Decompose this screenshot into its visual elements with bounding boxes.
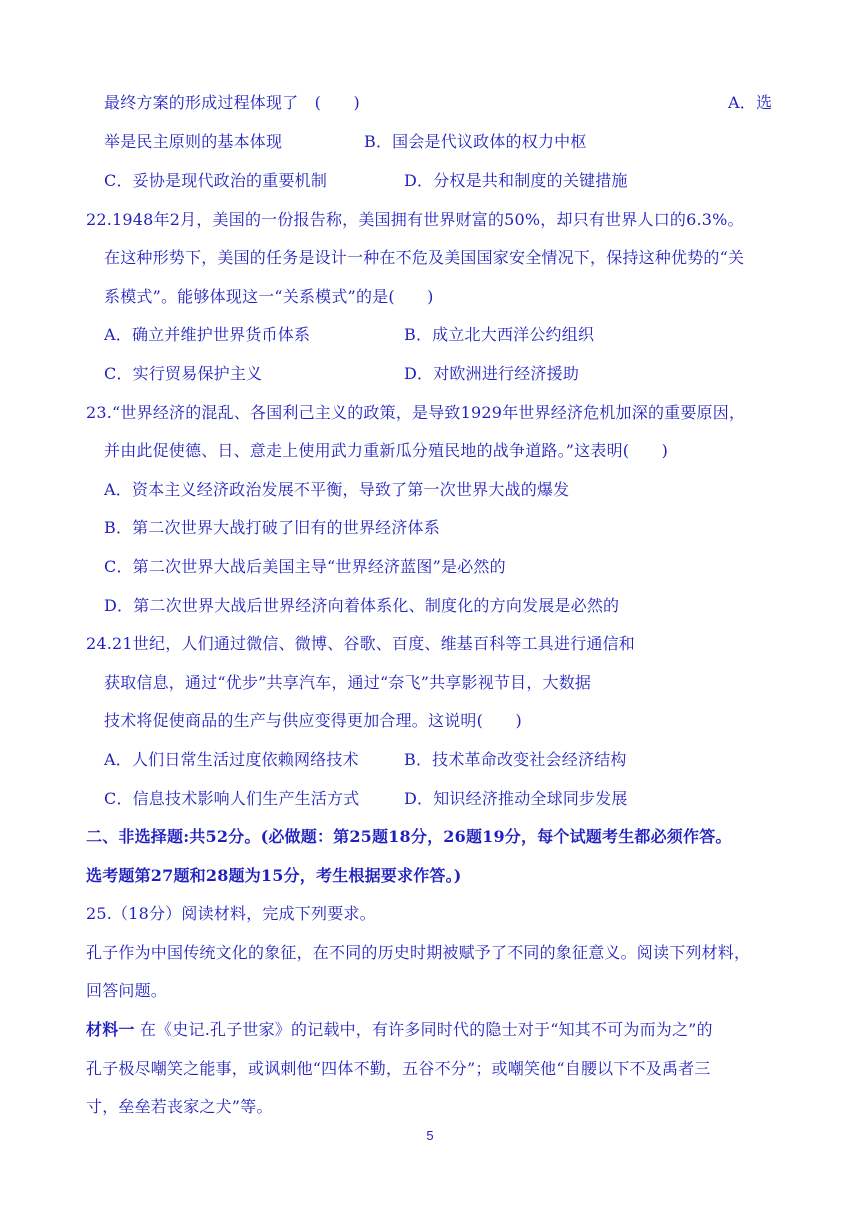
q22-line1: 22.1948年2月，美国的一份报告称，美国拥有世界财富的50%，却只有世界人口的6.3%。 (86, 210, 744, 229)
q23-option-d: D．第二次世界大战后世界经济向着体系化、制度化的方向发展是必然的 (104, 596, 620, 615)
q22-line2: 在这种形势下，美国的任务是设计一种在不危及美国国家安全情况下，保持这种优势的“关 (104, 248, 745, 267)
q23-option-a: A．资本主义经济政治发展不平衡，导致了第一次世界大战的爆发 (104, 480, 570, 499)
q22-option-b: B．成立北大西洋公约组织 (404, 325, 595, 344)
q21-option-c: C．妥协是现代政治的重要机制 (104, 171, 328, 190)
q23-option-b: B．第二次世界大战打破了旧有的世界经济体系 (104, 518, 440, 537)
q23-option-c: C．第二次世界大战后美国主导“世界经济蓝图”是必然的 (104, 557, 506, 576)
q24-option-d: D．知识经济推动全球同步发展 (404, 789, 628, 808)
q24-option-a: A．人们日常生活过度依赖网络技术 (104, 750, 359, 769)
q21-option-a-end: 举是民主原则的基本体现 (104, 132, 283, 151)
q25-material1-line3: 寸，垒垒若丧家之犬”等。 (86, 1097, 273, 1116)
q25-intro-line1: 孔子作为中国传统文化的象征，在不同的历史时期被赋予了不同的象征意义。阅读下列材料， (86, 943, 751, 962)
q24-option-b: B．技术革命改变社会经济结构 (404, 750, 627, 769)
q25-material1-line2: 孔子极尽嘲笑之能事，或讽刺他“四体不勤，五谷不分”；或嘲笑他“自腰以下不及禹者三 (86, 1059, 711, 1078)
section2-heading-line2: 选考题第27题和28题为15分，考生根据要求作答。) (86, 866, 462, 885)
q25-title: 25.（18分）阅读材料，完成下列要求。 (86, 904, 376, 923)
q23-line2: 并由此促使德、日、意走上使用武力重新瓜分殖民地的战争道路。”这表明( ) (104, 441, 669, 460)
q22-option-a: A．确立并维护世界货币体系 (104, 325, 311, 344)
q21-option-d: D．分权是共和制度的关键措施 (404, 171, 628, 190)
q24-option-c: C．信息技术影响人们生产生活方式 (104, 789, 360, 808)
q24-line1: 24.21世纪，人们通过微信、微博、谷歌、百度、维基百科等工具进行通信和 (86, 634, 636, 653)
section2-heading-line1: 二、非选择题:共52分。(必做题：第25题18分，26题19分，每个试题考生都必须作答。 (86, 827, 732, 846)
q21-option-b: B．国会是代议政体的权力中枢 (364, 132, 587, 151)
material1-text: 在《史记.孔子世家》的记载中，有许多同时代的隐士对于“知其不可为而为之”的 (139, 1020, 713, 1039)
material-label: 材料一 (86, 1020, 135, 1039)
q22-line3: 系模式”。能够体现这一“关系模式”的是( ) (104, 287, 434, 306)
q24-line2: 获取信息，通过“优步”共享汽车，通过“奈飞”共享影视节目，大数据 (104, 673, 592, 692)
q24-line3: 技术将促使商品的生产与供应变得更加合理。这说明( ) (104, 711, 522, 730)
q21-option-a-start: A．选 (728, 93, 773, 112)
page-number: 5 (426, 1128, 434, 1143)
q22-option-d: D．对欧洲进行经济援助 (404, 364, 580, 383)
q21-stem-end: 最终方案的形成过程体现了 ( ) (104, 93, 360, 112)
q25-material1-line1 (86, 1019, 713, 1041)
q22-option-c: C．实行贸易保护主义 (104, 364, 263, 383)
q25-intro-line2: 回答问题。 (86, 981, 168, 1000)
q23-line1: 23.“世界经济的混乱、各国利己主义的政策，是导致1929年世界经济危机加深的重要原因， (86, 403, 746, 422)
